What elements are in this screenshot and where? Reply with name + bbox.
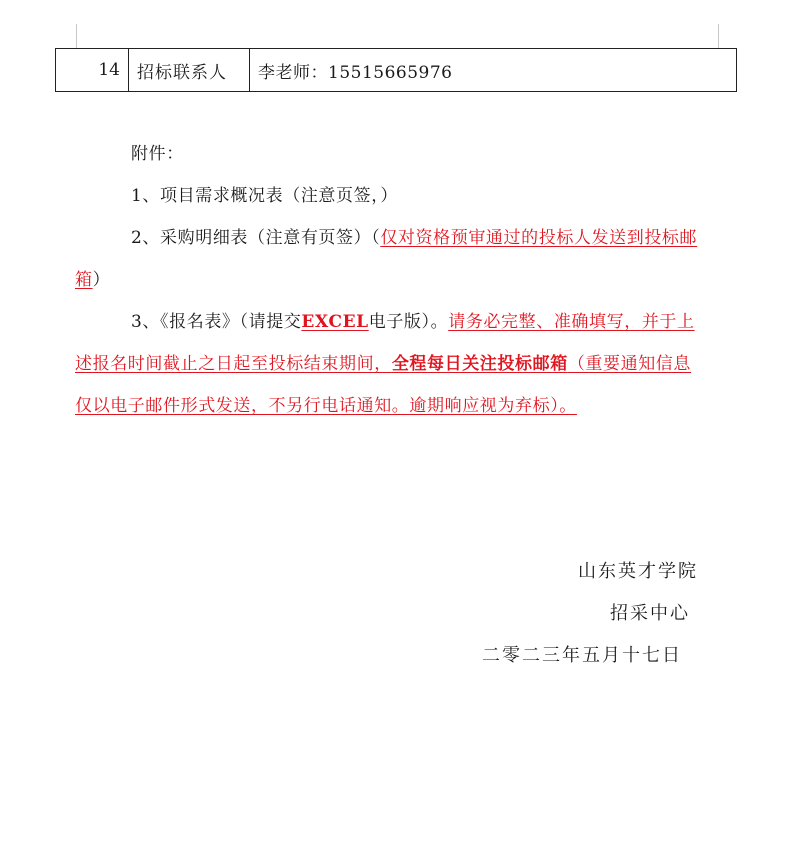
table-row <box>56 49 737 92</box>
attachment-item-2-close: ） <box>92 270 111 290</box>
contact-table <box>55 48 737 92</box>
attachment-item-3-notice: （重要通知信息仅以电子邮件形式发送，不另行电话通知。逾期响应视为弃标）。 <box>75 354 692 416</box>
row-number: 14 <box>56 49 129 92</box>
signature-org: 山东英才学院 <box>578 561 698 582</box>
attachment-item-3-emphasis: 全程每日关注投标邮箱 <box>391 354 568 374</box>
attachment-item-2 <box>75 217 705 301</box>
attachment-item-2-note: 仅对资格预审通过的投标人发送到投标邮箱 <box>75 228 698 290</box>
page-corner-mark-right <box>718 24 719 48</box>
row-label: 招标联系人 <box>129 49 250 92</box>
attachment-item-1 <box>75 175 705 217</box>
attachment-item-3 <box>75 301 705 427</box>
signature-date: 二零二三年五月十七日 <box>482 645 682 666</box>
page-corner-mark-left <box>76 24 77 48</box>
signature-dept: 招采中心 <box>610 603 690 624</box>
attachments-heading <box>75 133 705 175</box>
attachments-heading-text: 附件： <box>131 144 184 164</box>
attachment-item-3-excel: EXCEL <box>301 312 369 332</box>
row-value: 李老师：15515665976 <box>250 49 737 92</box>
attachment-item-1-text: 1、项目需求概况表（注意页签，） <box>131 186 398 206</box>
attachment-item-3-instruction: 请务必完整、准确填写，并于上述报名时间截止之日起至投标结束期间， <box>75 312 695 374</box>
attachment-item-3-format: 电子版）。 <box>368 312 449 332</box>
attachment-item-2-text: 2、采购明细表（注意有页签）（ <box>131 228 381 248</box>
attachment-item-3-text: 3、《报名表》（请提交 <box>131 312 302 332</box>
